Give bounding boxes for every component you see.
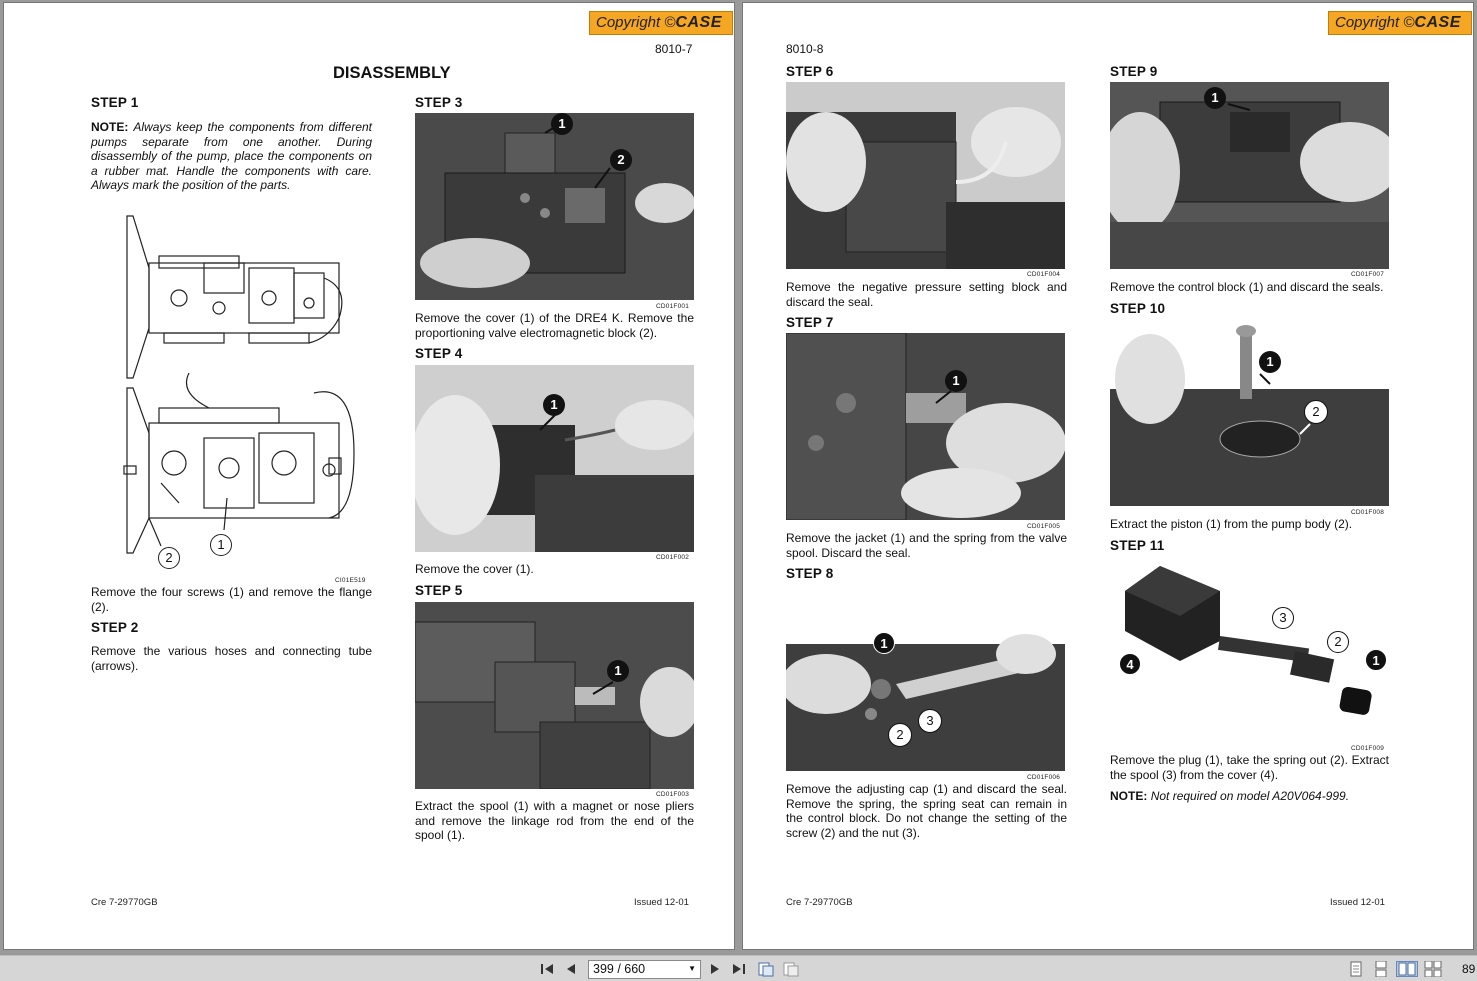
viewer-toolbar bbox=[0, 955, 1477, 981]
continuous-icon[interactable] bbox=[1372, 961, 1390, 977]
callout-1: 1 bbox=[1365, 649, 1387, 671]
callout-1: 1 bbox=[1204, 87, 1226, 109]
step8-caption: Remove the adjusting cap (1) and discard the seal. Remove the spring, the spring seat can remain in the control block. Do not change the setting of the screw (2) and the nut (3). bbox=[786, 782, 1067, 840]
callout-2: 2 bbox=[158, 547, 180, 569]
step-heading: STEP 6 bbox=[786, 64, 834, 79]
pump-line-drawing bbox=[119, 208, 359, 573]
case-logo: CASE bbox=[675, 14, 722, 31]
step9-caption: Remove the control block (1) and discard the seals. bbox=[1110, 280, 1384, 294]
copyright-badge bbox=[589, 11, 733, 35]
step3-photo bbox=[415, 113, 694, 300]
step6-photo bbox=[786, 82, 1065, 269]
next-page-icon[interactable] bbox=[706, 961, 724, 977]
step8-photo bbox=[786, 584, 1065, 771]
page-number: 8010-7 bbox=[655, 42, 693, 56]
step11-caption: Remove the plug (1), take the spring out (2). Extract the spool (3) from the cover (4). bbox=[1110, 753, 1389, 782]
footer-left: Cre 7-29770GB bbox=[786, 897, 853, 908]
step4-caption: Remove the cover (1). bbox=[415, 562, 534, 576]
step2-caption: Remove the various hoses and connecting tube (arrows). bbox=[91, 644, 372, 673]
step7-photo bbox=[786, 333, 1065, 520]
callout-3: 3 bbox=[1272, 607, 1294, 629]
callout-1: 1 bbox=[1259, 351, 1281, 373]
step11-note bbox=[1110, 789, 1349, 804]
step-heading: STEP 8 bbox=[786, 566, 834, 581]
figure-code: CD01F003 bbox=[656, 791, 690, 798]
callout-2: 2 bbox=[1327, 631, 1349, 653]
step-heading: STEP 3 bbox=[415, 95, 463, 110]
callout-4: 4 bbox=[1119, 653, 1141, 675]
step11-parts-photo bbox=[1110, 556, 1389, 743]
figure-code: CD01F008 bbox=[1351, 509, 1385, 516]
single-page-icon[interactable] bbox=[1347, 961, 1365, 977]
page-number: 8010-8 bbox=[786, 42, 824, 56]
step3-caption: Remove the cover (1) of the DRE4 K. Remove the proportioning valve electromagnetic block (2). bbox=[415, 311, 694, 340]
callout-1: 1 bbox=[873, 632, 895, 654]
step-heading: STEP 9 bbox=[1110, 64, 1158, 79]
document-page-left bbox=[3, 2, 735, 950]
step7-caption: Remove the jacket (1) and the spring from the valve spool. Discard the seal. bbox=[786, 531, 1067, 560]
step10-photo bbox=[1110, 319, 1389, 506]
callout-3: 3 bbox=[918, 709, 942, 733]
callout-1: 1 bbox=[945, 370, 967, 392]
callout-1: 1 bbox=[607, 660, 629, 682]
callout-2: 2 bbox=[610, 149, 632, 171]
note-text: Not required on model A20V064-999. bbox=[1150, 789, 1350, 803]
step5-caption: Extract the spool (1) with a magnet or nose pliers and remove the linkage rod from the end of the spool (1). bbox=[415, 799, 694, 842]
continuous-facing-icon[interactable] bbox=[1424, 961, 1442, 977]
step1-note bbox=[91, 120, 372, 193]
document-page-right bbox=[742, 2, 1474, 950]
footer-right: Issued 12-01 bbox=[634, 897, 689, 908]
note-label: NOTE: bbox=[91, 120, 129, 134]
figure-code: CD01F006 bbox=[1027, 774, 1061, 781]
figure-code: CD01F005 bbox=[1027, 523, 1061, 530]
facing-icon[interactable] bbox=[1396, 961, 1418, 977]
note-text: Always keep the components from different pumps separate from one another. During disassembly of the pump, place the components on a rubber mat. Handle the components with care. Always mark the position of the parts. bbox=[91, 120, 372, 192]
first-page-icon[interactable] bbox=[538, 961, 556, 977]
step6-caption: Remove the negative pressure setting block and discard the seal. bbox=[786, 280, 1067, 309]
page-title: DISASSEMBLY bbox=[333, 64, 451, 82]
step-heading: STEP 10 bbox=[1110, 301, 1166, 316]
callout-2: 2 bbox=[888, 723, 912, 747]
callout-1: 1 bbox=[210, 534, 232, 556]
callout-1: 1 bbox=[543, 394, 565, 416]
step-heading: STEP 11 bbox=[1110, 538, 1165, 553]
step1-caption: Remove the four screws (1) and remove the flange (2). bbox=[91, 585, 372, 614]
chevron-down-icon[interactable]: ▼ bbox=[688, 964, 696, 973]
figure-code: CI01E519 bbox=[335, 577, 366, 584]
step-heading: STEP 2 bbox=[91, 620, 139, 635]
footer-left: Cre 7-29770GB bbox=[91, 897, 158, 908]
copyright-text: Copyright © bbox=[1335, 14, 1415, 31]
page-field-value: 399 / 660 bbox=[593, 962, 646, 976]
step10-caption: Extract the piston (1) from the pump body (2). bbox=[1110, 517, 1353, 531]
zoom-level[interactable]: 89 bbox=[1462, 962, 1476, 976]
page-number-input[interactable] bbox=[588, 960, 701, 979]
step-heading: STEP 5 bbox=[415, 583, 463, 598]
callout-2: 2 bbox=[1304, 400, 1328, 424]
case-logo: CASE bbox=[1414, 14, 1461, 31]
last-page-icon[interactable] bbox=[730, 961, 748, 977]
fit-page-icon[interactable] bbox=[757, 961, 775, 977]
figure-code: CD01F007 bbox=[1351, 271, 1385, 278]
figure-code: CD01F004 bbox=[1027, 271, 1061, 278]
fit-width-icon[interactable] bbox=[782, 961, 800, 977]
figure-code: CD01F002 bbox=[656, 554, 690, 561]
figure-code: CD01F001 bbox=[656, 303, 690, 310]
copyright-text: Copyright © bbox=[596, 14, 676, 31]
copyright-badge bbox=[1328, 11, 1472, 35]
step-heading: STEP 4 bbox=[415, 346, 463, 361]
step-heading: STEP 7 bbox=[786, 315, 834, 330]
callout-1: 1 bbox=[551, 113, 573, 135]
figure-code: CD01F009 bbox=[1351, 745, 1385, 752]
footer-right: Issued 12-01 bbox=[1330, 897, 1385, 908]
step5-photo bbox=[415, 602, 694, 789]
note-label: NOTE: bbox=[1110, 789, 1148, 803]
prev-page-icon[interactable] bbox=[562, 961, 580, 977]
step-heading: STEP 1 bbox=[91, 95, 139, 110]
step9-photo bbox=[1110, 82, 1389, 269]
